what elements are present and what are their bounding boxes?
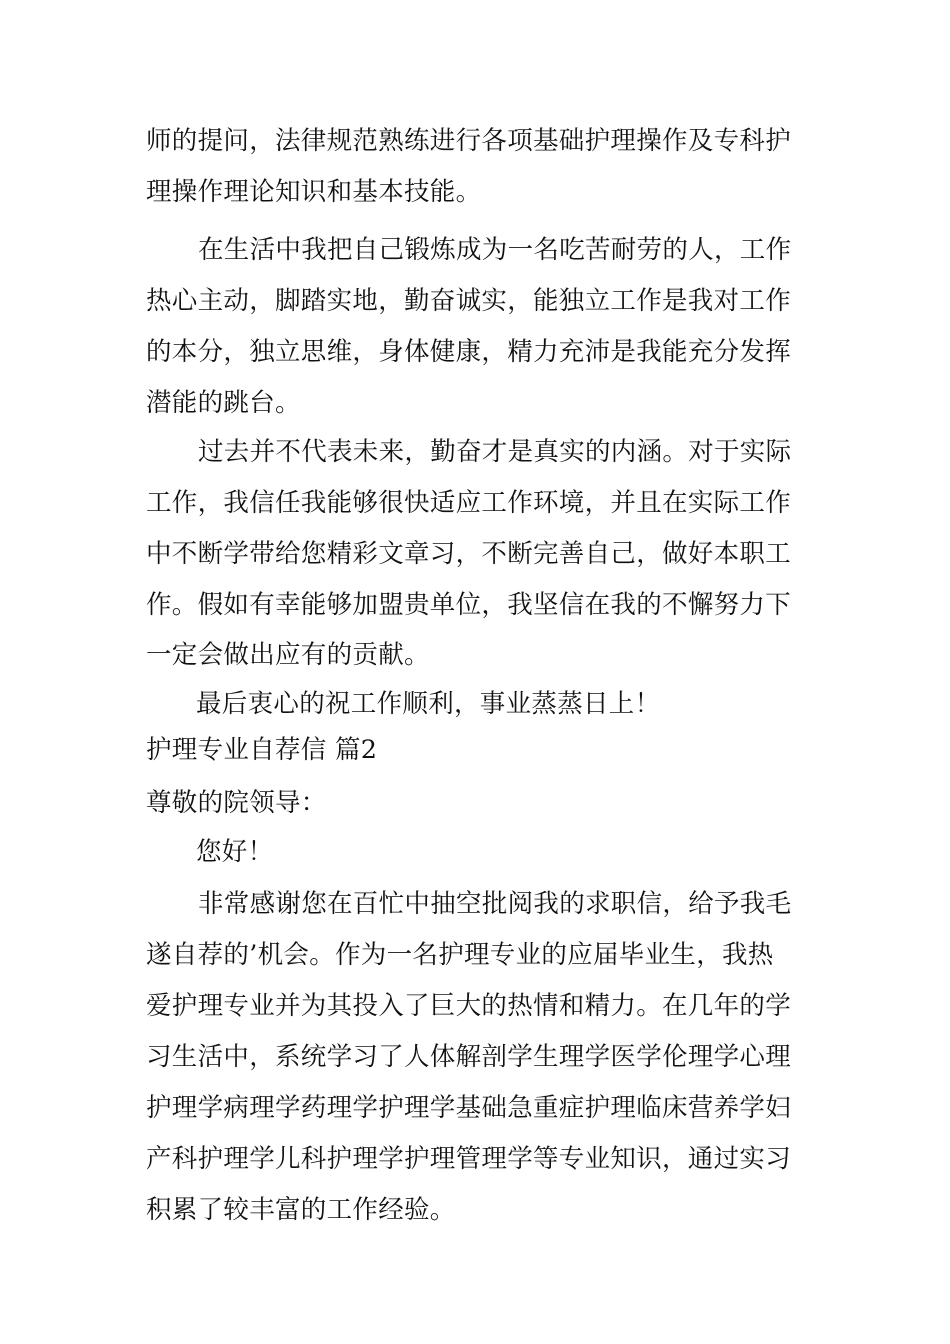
text-line: 师的提问，法律规范熟练进行各项基础护理操作及专科护 <box>146 126 792 156</box>
text-line: 在生活中我把自己锻炼成为一名吃苦耐劳的人，工作 <box>198 235 792 265</box>
text-line: 非常感谢您在百忙中抽空批阅我的求职信，给予我毛 <box>198 889 792 919</box>
text-line: 积累了较丰富的工作经验。 <box>146 1195 456 1225</box>
text-line: 遂自荐的’机会。作为一名护理专业的应届毕业生，我热 <box>146 940 774 970</box>
text-line: 一定会做出应有的贡献。 <box>146 640 430 670</box>
text-line: 的本分，独立思维，身体健康，精力充沛是我能充分发挥 <box>146 337 792 367</box>
text-line: 护理学病理学药理学护理学基础急重症护理临床营养学妇 <box>146 1093 792 1123</box>
text-line: 理操作理论知识和基本技能。 <box>146 177 482 207</box>
text-line: 热心主动，脚踏实地，勤奋诚实，能独立工作是我对工作 <box>146 286 792 316</box>
text-line: 作。假如有幸能够加盟贵单位，我坚信在我的不懈努力下 <box>146 590 792 620</box>
text-line: 潜能的跳台。 <box>146 388 301 418</box>
text-line: 产科护理学儿科护理学护理管理学等专业知识，通过实习 <box>146 1144 792 1174</box>
text-line: 中不断学带给您精彩文章习，不断完善自己，做好本职工 <box>146 539 792 569</box>
text-line: 习生活中，系统学习了人体解剖学生理学医学伦理学心理 <box>146 1042 792 1072</box>
greeting: 您好！ <box>196 837 274 867</box>
salutation: 尊敬的院领导： <box>146 788 327 818</box>
text-line: 最后衷心的祝工作顺利，事业蒸蒸日上！ <box>196 689 661 719</box>
text-line: 爱护理专业并为其投入了巨大的热情和精力。在几年的学 <box>146 991 792 1021</box>
text-line: 过去并不代表未来，勤奋才是真实的内涵。对于实际 <box>198 437 792 467</box>
section-heading: 护理专业自荐信 篇2 <box>146 735 378 765</box>
text-line: 工作，我信任我能够很快适应工作环境，并且在实际工作 <box>146 488 792 518</box>
